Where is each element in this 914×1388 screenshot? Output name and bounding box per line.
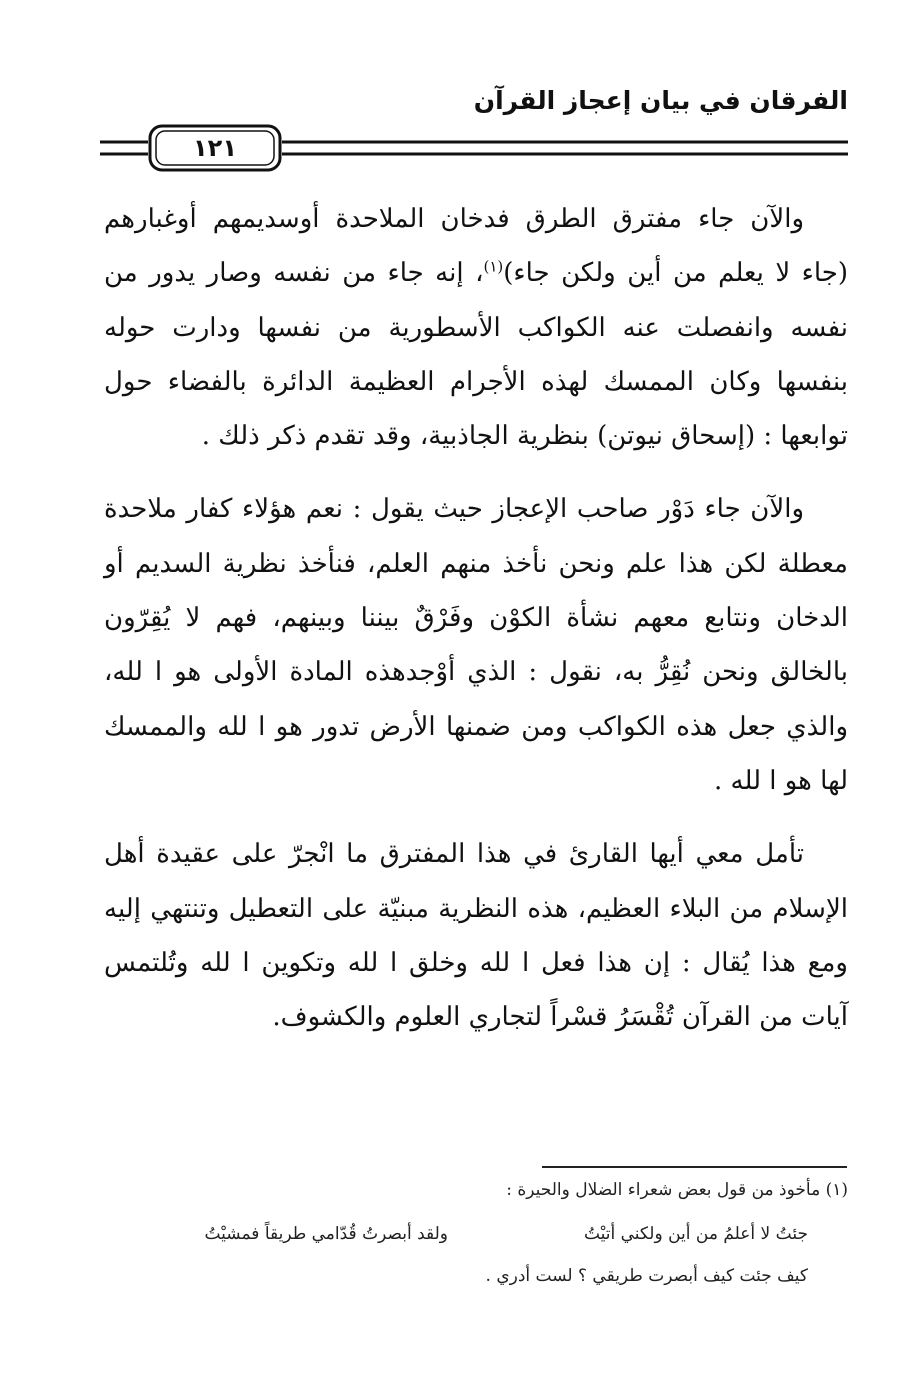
header-rule — [100, 118, 848, 178]
paragraph-2-text: والآن جاء دَوْر صاحب الإعجاز حيث يقول : نعم هؤلاء كفار ملاحدة معطلة لكن هذا علم ونحن نأخذ منهم العلم، فنأخذ نظرية السديم أو الدخان ونتابع معهم نشأة الكوْن وفَرْقٌ بيننا وبينهم، فهم لا يُقِرّون بالخالق ونحن نُقِرُّ به، نقول : الذي أوْجدهذه المادة الأولى هو ا لله، والذي جعل هذه الكواكب ومن ضمنها الأرض تدور هو ا لله والممسك لها هو ا لله . — [104, 494, 848, 796]
running-title: الفرقان في بيان إعجاز القرآن — [473, 86, 848, 115]
page-number: ١٢١ — [193, 134, 237, 162]
paragraph-1-text-a: والآن جاء مفترق الطرق فدخان الملاحدة أوسديمهم أوغبارهم (جاء لا يعلم من أين ولكن جاء) — [104, 204, 848, 289]
footnote-verse-1b: ولقد أبصرتُ قُدّامي طريقاً فمشيْتُ — [204, 1224, 448, 1244]
footnote-ref-1: (١) — [483, 257, 504, 276]
paragraph-2 — [104, 482, 848, 808]
body-text — [104, 192, 848, 1044]
footnote-separator — [542, 1166, 847, 1168]
paragraph-1 — [104, 192, 848, 463]
footnote-verse-2: كيف جئت كيف أبصرت طريقي ؟ لست أدري . — [485, 1266, 808, 1286]
paragraph-1-text-b: ، إنه جاء من نفسه وصار يدور من نفسه وانفصلت عنه الكواكب الأسطورية من نفسها ودارت حوله بنفسها وكان الممسك لهذه الأجرام العظيمة الدائرة بالفضاء حول توابعها : (إسحاق نيوتن) بنظرية الجاذبية، وقد تقدم ذكر ذلك . — [104, 258, 848, 452]
footnote-verse-1a: جئتُ لا أعلمُ من أين ولكني أتيْتُ — [583, 1224, 808, 1244]
paragraph-3-text: تأمل معي أيها القارئ في هذا المفترق ما انْجرّ على عقيدة أهل الإسلام من البلاء العظيم، هذه النظرية مبنيّة على التعطيل وتنتهي إليه ومع هذا يُقال : إن هذا فعل ا لله وخلق ا لله وتكوين ا لله وتُلتمس آيات من القرآن تُقْسَرُ قسْراً لتجاري العلوم والكشوف. — [104, 839, 848, 1033]
footnote-1-intro: (١) مأخوذ من قول بعض شعراء الضلال والحيرة : — [506, 1180, 848, 1200]
paragraph-3 — [104, 827, 848, 1044]
